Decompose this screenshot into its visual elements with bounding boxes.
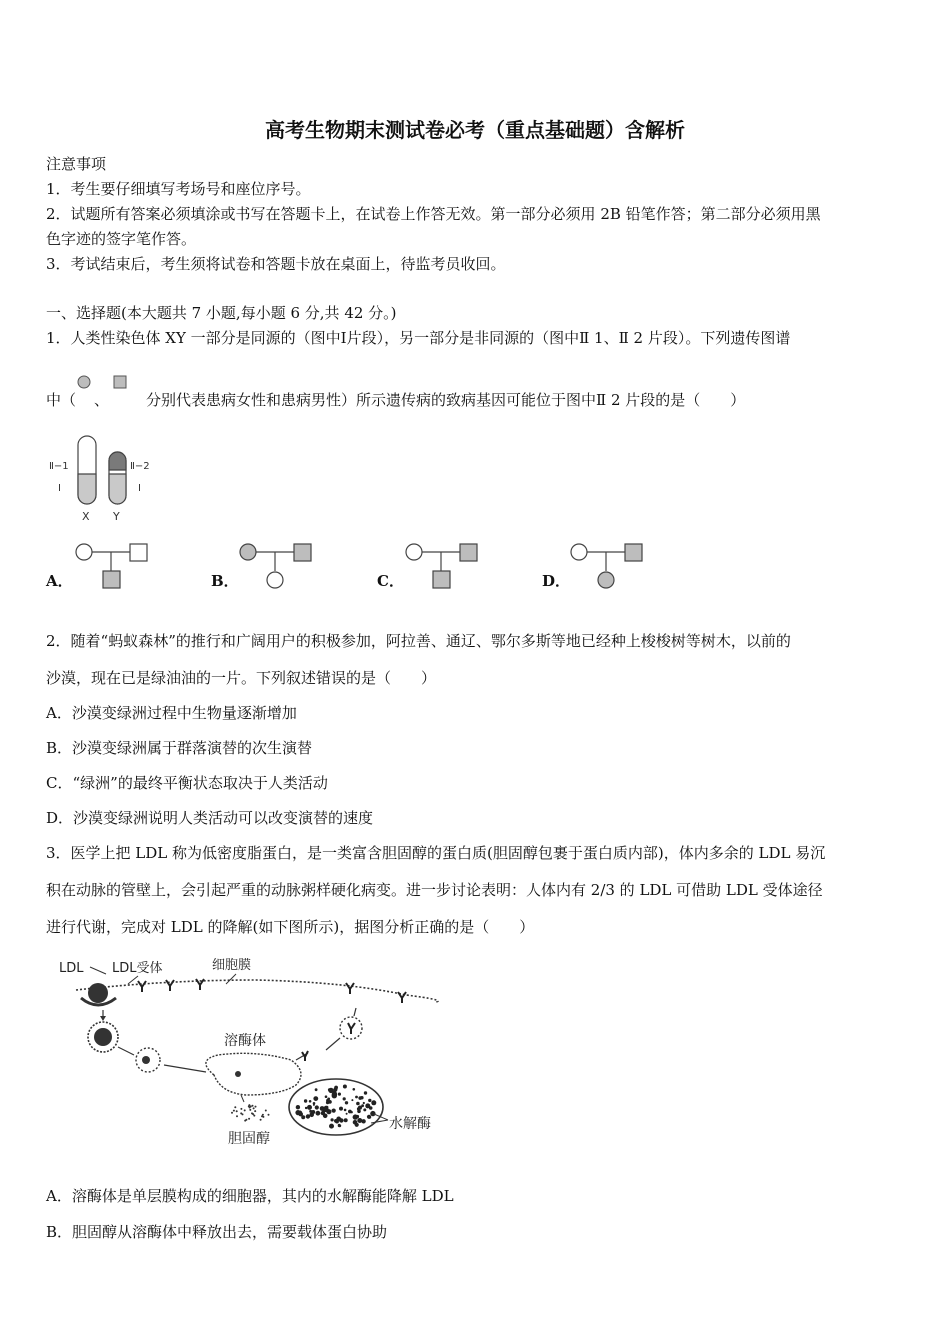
cholesterol-dot: [252, 1105, 254, 1107]
cholesterol-dot: [249, 1109, 251, 1111]
label-y: Y: [113, 510, 120, 523]
hydrolase-dots: [295, 1085, 376, 1129]
notice-item: 3．考试结束后，考生须将试卷和答题卡放在桌面上，待监考员收回。: [46, 255, 506, 273]
hydrolase-dot: [339, 1119, 341, 1121]
ldl-metabolism-figure: [46, 950, 466, 1150]
cholesterol-dot: [244, 1120, 246, 1122]
cholesterol-dot: [234, 1106, 236, 1108]
cholesterol-dot: [254, 1110, 256, 1112]
q1-stem-line2-prefix: 中（: [46, 391, 77, 409]
hydrolase-dot: [356, 1102, 360, 1106]
hydrolase-dot: [329, 1124, 334, 1129]
y-homologous-segment: [109, 474, 126, 504]
cell-membrane: [76, 980, 438, 1002]
ldl-receptor-label: LDL受体: [112, 961, 163, 976]
hydrolase-dot: [351, 1099, 353, 1101]
cholesterol-dot: [253, 1107, 255, 1109]
affected-male-icon: [460, 544, 477, 561]
notice-item: 1．考生要仔细填写考场号和座位序号。: [46, 180, 311, 198]
q3-stem-line1: 3．医学上把 LDL 称为低密度脂蛋白，是一类富含胆固醇的蛋白质(胆固醇包裹于蛋白质内部)，体内多余的 LDL 易沉: [46, 844, 826, 862]
q3-stem-line2: 积在动脉的管壁上，会引起严重的动脉粥样硬化病变。进一步讨论表明：人体内有 2/3 的 LDL 可借助 LDL 受体途径: [46, 881, 823, 899]
cholesterol-dots: [231, 1104, 270, 1122]
q1-option-c-label: C．: [377, 572, 404, 590]
hydrolase-dot: [371, 1100, 376, 1105]
cholesterol-dot: [240, 1112, 242, 1114]
q1-stem-sep: 、: [94, 391, 110, 409]
hydrolase-dot: [338, 1124, 341, 1127]
hydrolase-dot: [315, 1105, 319, 1109]
cholesterol-dot: [262, 1116, 264, 1118]
cholesterol-dot: [236, 1115, 238, 1117]
hydrolase-dot: [351, 1111, 353, 1113]
affected-female-icon: [240, 544, 256, 560]
label-x: X: [82, 510, 90, 523]
hydrolase-dot: [309, 1113, 314, 1118]
cholesterol-dot: [231, 1112, 233, 1114]
hydrolase-dot: [325, 1095, 328, 1098]
hydrolase-dot: [313, 1096, 318, 1101]
hydrolase-dot: [338, 1093, 341, 1096]
label-i-right: Ⅰ: [138, 483, 141, 494]
label-ii2: Ⅱ−2: [130, 461, 150, 472]
affected-male-icon: [625, 544, 642, 561]
normal-female-icon: [76, 544, 92, 560]
q3-stem-line3: 进行代谢，完成对 LDL 的降解(如下图所示)，据图分析正确的是（ ）: [46, 918, 535, 936]
cholesterol-dot: [240, 1108, 242, 1110]
lysosome-label: 溶酶体: [224, 1033, 266, 1049]
hydrolase-dot: [313, 1104, 315, 1106]
hydrolase-dot: [315, 1088, 318, 1091]
hydrolase-dot: [353, 1088, 356, 1091]
hydrolase-dot: [355, 1123, 359, 1127]
hydrolase-dot: [343, 1097, 346, 1100]
q1-stem-line1: 1．人类性染色体 XY 一部分是同源的（图中Ⅰ片段），另一部分是非同源的（图中Ⅱ 1、Ⅱ 2 片段）。下列遗传图谱: [46, 329, 791, 347]
receptor-icons: [138, 979, 406, 1003]
pedigree-c: [402, 541, 482, 591]
hydrolase-dot: [316, 1111, 321, 1116]
q1-option-d-label: D．: [542, 572, 571, 590]
hydrolase-dot: [370, 1111, 375, 1116]
hydrolase-dot: [326, 1101, 329, 1104]
hydrolase-dot: [332, 1109, 334, 1111]
hydrolase-dot: [301, 1115, 305, 1119]
hydrolase-dot: [360, 1096, 363, 1099]
label-ii1: Ⅱ−1: [49, 461, 69, 472]
q2-option-d: D．沙漠变绿洲说明人类活动可以改变演替的速度: [46, 809, 374, 827]
q2-stem-line2: 沙漠，现在已是绿油油的一片。下列叙述错误的是（ ）: [46, 669, 437, 687]
notice-item: 色字迹的签字笔作答。: [46, 230, 197, 248]
cholesterol-dot: [268, 1114, 270, 1116]
affected-male-icon: [433, 571, 450, 588]
cholesterol-dot: [251, 1112, 253, 1114]
cholesterol-dot: [253, 1115, 255, 1117]
y-nonhomologous-segment: [109, 452, 126, 470]
hydrolase-dot: [344, 1109, 347, 1112]
q2-option-a: A．沙漠变绿洲过程中生物量逐渐增加: [46, 704, 297, 722]
pedigree-b: [236, 541, 316, 591]
page-title: 高考生物期末测试卷必考（重点基础题）含解析: [265, 118, 685, 142]
cholesterol-dot: [248, 1104, 250, 1106]
hydrolase-dot: [327, 1098, 330, 1101]
affected-female-icon: [78, 376, 90, 388]
hydrolase-dot: [358, 1106, 362, 1110]
hydrolase-dot: [304, 1099, 307, 1102]
q1-option-a-label: A．: [46, 572, 73, 590]
hydrolase-label: 水解酶: [389, 1116, 431, 1132]
cholesterol-dot: [260, 1119, 262, 1121]
q3-option-b: B．胆固醇从溶酶体中释放出去，需要载体蛋白协助: [46, 1223, 388, 1241]
affected-female-icon: [598, 572, 614, 588]
hydrolase-dot: [357, 1110, 361, 1114]
affected-male-icon: [294, 544, 311, 561]
hydrolase-dot: [331, 1118, 334, 1121]
hydrolase-dot: [334, 1119, 338, 1123]
ldl-particle-icon: [88, 983, 108, 1003]
cholesterol-dot: [244, 1109, 246, 1111]
hydrolase-dot: [339, 1107, 343, 1111]
hydrolase-dot: [328, 1088, 333, 1093]
q3-option-a: A．溶酶体是单层膜构成的细胞器，其内的水解酶能降解 LDL: [46, 1187, 454, 1205]
q1-option-b-label: B．: [211, 572, 239, 590]
q2-stem-line1: 2．随着“蚂蚁森林”的推行和广阔用户的积极参加，阿拉善、通辽、鄂尔多斯等地已经种上梭梭树等树木，以前的: [46, 632, 791, 650]
hydrolase-dot: [356, 1115, 359, 1118]
q2-option-b: B．沙漠变绿洲属于群落演替的次生演替: [46, 739, 313, 757]
cholesterol-label: 胆固醇: [228, 1131, 270, 1147]
affected-male-icon: [114, 376, 126, 388]
hydrolase-dot: [363, 1102, 365, 1104]
hydrolase-dot: [368, 1116, 371, 1119]
normal-female-icon: [571, 544, 587, 560]
hydrolase-dot: [343, 1085, 347, 1089]
hydrolase-dot: [305, 1107, 307, 1109]
hydrolase-dot: [345, 1101, 348, 1104]
hydrolase-dot: [363, 1108, 366, 1111]
normal-female-icon: [406, 544, 422, 560]
hydrolase-dot: [344, 1118, 348, 1122]
cholesterol-dot: [255, 1106, 257, 1108]
normal-female-icon: [267, 572, 283, 588]
q1-stem-line2-suffix: 分别代表患病女性和患病男性）所示遗传病的致病基因可能位于图中Ⅱ 2 片段的是（ ）: [146, 391, 746, 409]
hydrolase-dot: [323, 1114, 328, 1119]
label-i-left: Ⅰ: [58, 483, 61, 494]
affected-male-icon: [103, 571, 120, 588]
normal-male-icon: [130, 544, 147, 561]
cholesterol-dot: [248, 1118, 250, 1120]
cholesterol-dot: [265, 1110, 267, 1112]
pedigree-d: [567, 541, 647, 591]
hydrolase-dot: [334, 1086, 338, 1090]
cholesterol-dot: [236, 1110, 238, 1112]
hydrolase-dot: [355, 1096, 358, 1099]
ldl-label: LDL: [59, 961, 84, 976]
cholesterol-dot: [233, 1110, 235, 1112]
notice-item: 2．试题所有答案必须填涂或书写在答题卡上，在试卷上作答无效。第一部分必须用 2B 铅笔作答；第二部分必须用黑: [46, 205, 821, 223]
hydrolase-dot: [364, 1091, 367, 1094]
hydrolase-dot: [357, 1118, 362, 1123]
xy-chromosome-figure: [46, 434, 166, 526]
q2-option-c: C．“绿洲”的最终平衡状态取决于人类活动: [46, 774, 328, 792]
hydrolase-dot: [296, 1105, 300, 1109]
hydrolase-dot: [367, 1105, 370, 1108]
hydrolase-dot: [309, 1100, 312, 1103]
hydrolase-dot: [368, 1099, 371, 1102]
pedigree-a: [72, 541, 152, 591]
hydrolase-dot: [307, 1105, 312, 1110]
lysosome: [206, 1053, 301, 1095]
cholesterol-dot: [262, 1114, 264, 1116]
hydrolase-dot: [346, 1113, 348, 1115]
section-heading: 一、选择题(本大题共 7 小题,每小题 6 分,共 42 分。): [46, 304, 397, 322]
notice-heading: 注意事项: [46, 155, 107, 173]
cell-membrane-label: 细胞膜: [212, 958, 252, 973]
x-homologous-segment: [78, 474, 96, 504]
